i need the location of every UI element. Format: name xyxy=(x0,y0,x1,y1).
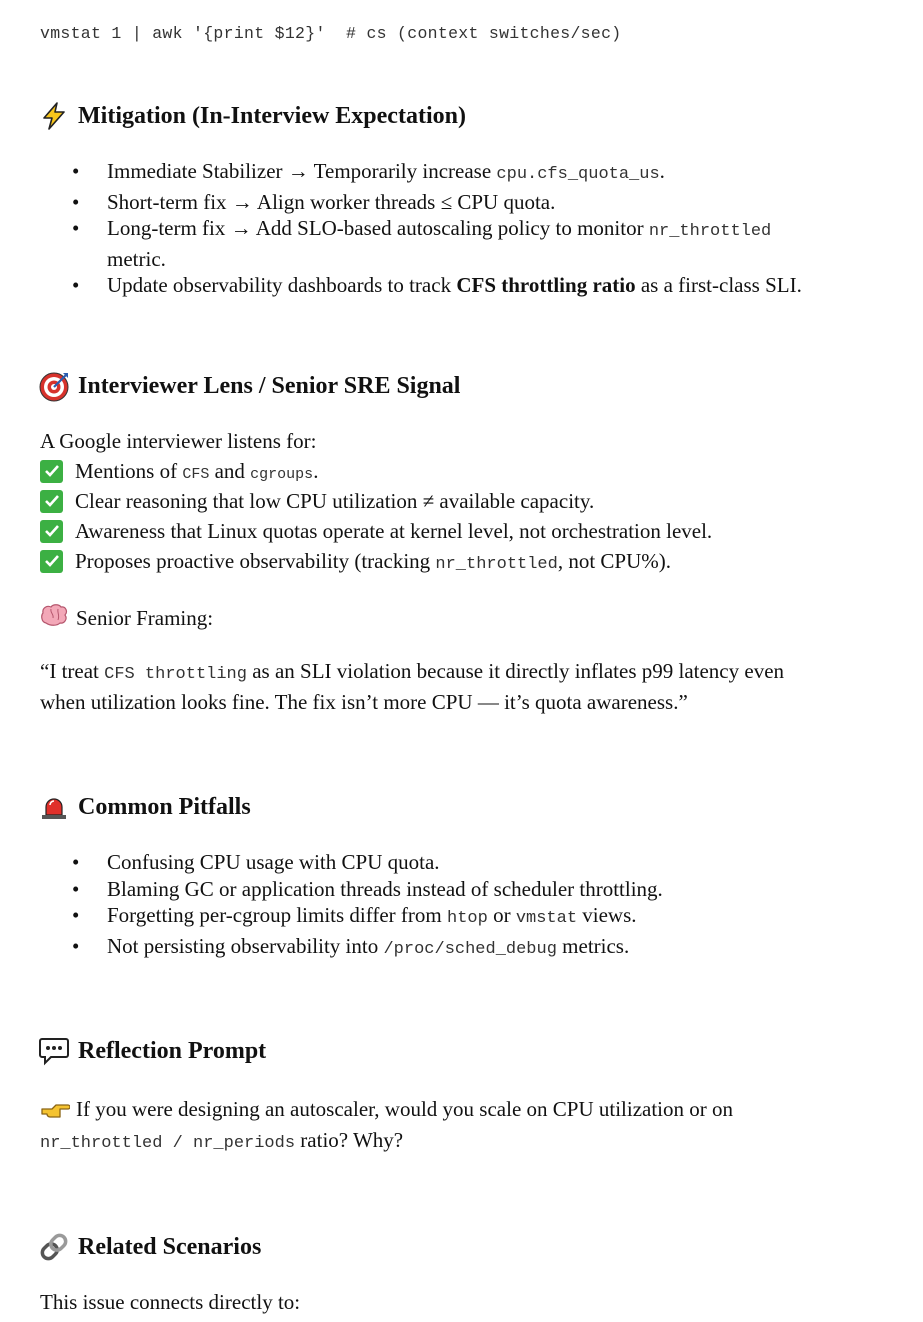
mitigation-list xyxy=(40,158,900,299)
mitigation-heading: Mitigation (In-Interview Expectation) xyxy=(38,100,466,132)
checklist-item: Awareness that Linux quotas operate at kernel level, not orchestration level. xyxy=(40,516,910,546)
speech-bubble-icon xyxy=(38,1035,70,1067)
pointing-hand-icon xyxy=(40,1100,70,1127)
list-item: • Not persisting observability into /proc/sched_debug metrics. xyxy=(40,933,900,964)
list-item: • Immediate Stabilizer → Temporarily increase cpu.cfs_quota_us. xyxy=(40,158,900,189)
list-item: • Short-term fix → Align worker threads ≤ CPU quota. xyxy=(40,189,900,216)
senior-framing: Senior Framing: xyxy=(40,603,213,633)
link-icon xyxy=(38,1231,70,1263)
interviewer-heading: Interviewer Lens / Senior SRE Signal xyxy=(38,370,460,402)
top-code-line: vmstat 1 | awk '{print $12}' # cs (context switches/sec) xyxy=(40,24,622,43)
list-item: • Blaming GC or application threads instead of scheduler throttling. xyxy=(40,876,900,903)
brain-icon xyxy=(40,603,68,633)
checklist-item: Mentions of CFS and cgroups. xyxy=(40,456,910,486)
reflection-text: If you were designing an autoscaler, would you scale on CPU utilization or on nr_throttled / nr_periods ratio? Why? xyxy=(40,1097,734,1153)
pitfalls-heading: Common Pitfalls xyxy=(38,791,251,823)
checklist-item: Clear reasoning that low CPU utilization ≠ available capacity. xyxy=(40,486,910,516)
siren-icon xyxy=(38,791,70,823)
checklist xyxy=(40,456,910,576)
check-icon xyxy=(40,520,63,543)
check-icon xyxy=(40,460,63,483)
list-item: • Long-term fix → Add SLO-based autoscaling policy to monitor nr_throttled metric. xyxy=(40,215,900,272)
target-icon xyxy=(38,370,70,402)
checklist-item: Proposes proactive observability (tracking nr_throttled, not CPU%). xyxy=(40,546,910,576)
interviewer-intro: A Google interviewer listens for: xyxy=(40,429,317,453)
check-icon xyxy=(40,490,63,513)
related-heading: Related Scenarios xyxy=(38,1231,261,1263)
check-icon xyxy=(40,550,63,573)
pitfalls-list xyxy=(40,849,900,963)
lightning-icon xyxy=(38,100,70,132)
list-item: • Forgetting per-cgroup limits differ from htop or vmstat views. xyxy=(40,902,900,933)
reflection-heading: Reflection Prompt xyxy=(38,1035,266,1067)
related-text: This issue connects directly to: xyxy=(40,1290,301,1314)
list-item: • Update observability dashboards to track CFS throttling ratio as a first-class SLI. xyxy=(40,272,900,299)
list-item: • Confusing CPU usage with CPU quota. xyxy=(40,849,900,876)
senior-quote: “I treat CFS throttling as an SLI violation because it directly inflates p99 latency even when utilization looks fine. The fix isn’t more CPU — it’s quota awareness.” xyxy=(40,659,785,714)
